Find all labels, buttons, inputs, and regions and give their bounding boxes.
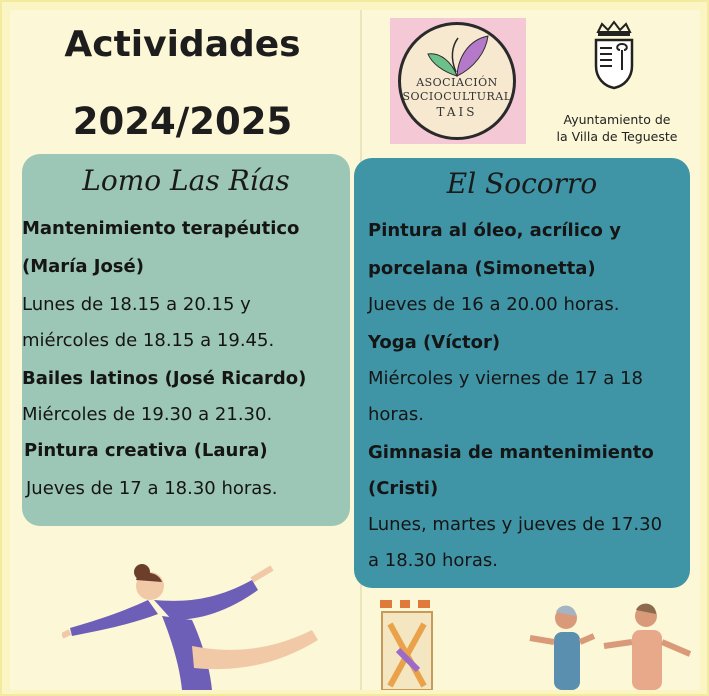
activity-line: porcelana (Simonetta) <box>368 258 596 279</box>
coat-of-arms-icon <box>592 20 636 90</box>
activity-line: (María José) <box>22 256 144 277</box>
activity-line: Pintura al óleo, acrílico y <box>368 220 621 241</box>
activity-line: Jueves de 17 a 18.30 horas. <box>26 478 278 499</box>
butterfly-icon <box>422 32 492 80</box>
ayuntamiento-line1: Ayuntamiento de <box>563 112 671 127</box>
location-el-socorro: El Socorro <box>446 167 598 200</box>
activity-line: horas. <box>368 404 424 425</box>
activity-line: a 18.30 horas. <box>368 550 498 571</box>
location-lomo-las-rias: Lomo Las Rías <box>82 164 290 197</box>
activity-line: Lunes, martes y jueves de 17.30 <box>368 514 663 535</box>
activity-line: (Cristi) <box>368 478 439 499</box>
logo-line3: TAIS <box>436 105 478 119</box>
activity-line: Gimnasia de mantenimiento <box>368 442 654 463</box>
activity-line: Mantenimiento terapéutico <box>22 218 300 239</box>
easel-illustration <box>378 600 438 690</box>
ayuntamiento-line2: la Villa de Tegueste <box>556 129 678 144</box>
activity-line: miércoles de 18.15 a 19.45. <box>22 330 275 351</box>
activity-line: Yoga (Víctor) <box>368 332 501 353</box>
activity-line: Miércoles de 19.30 a 21.30. <box>22 404 273 425</box>
exercise-people-illustration <box>522 602 692 690</box>
title-line1: Actividades <box>64 24 301 65</box>
logo-line2: SOCIOCULTURAL <box>402 90 512 103</box>
activity-line: Lunes de 18.15 a 20.15 y <box>22 294 251 315</box>
activity-line: Miércoles y viernes de 17 a 18 <box>368 368 643 389</box>
logo-line1: ASOCIACIÓN <box>416 76 498 89</box>
activity-line: Bailes latinos (José Ricardo) <box>22 368 307 389</box>
activity-line: Pintura creativa (Laura) <box>24 440 268 461</box>
activity-line: Jueves de 16 a 20.00 horas. <box>368 294 620 315</box>
title-line2: 2024/2025 <box>72 100 293 143</box>
gymnast-illustration <box>62 550 342 690</box>
